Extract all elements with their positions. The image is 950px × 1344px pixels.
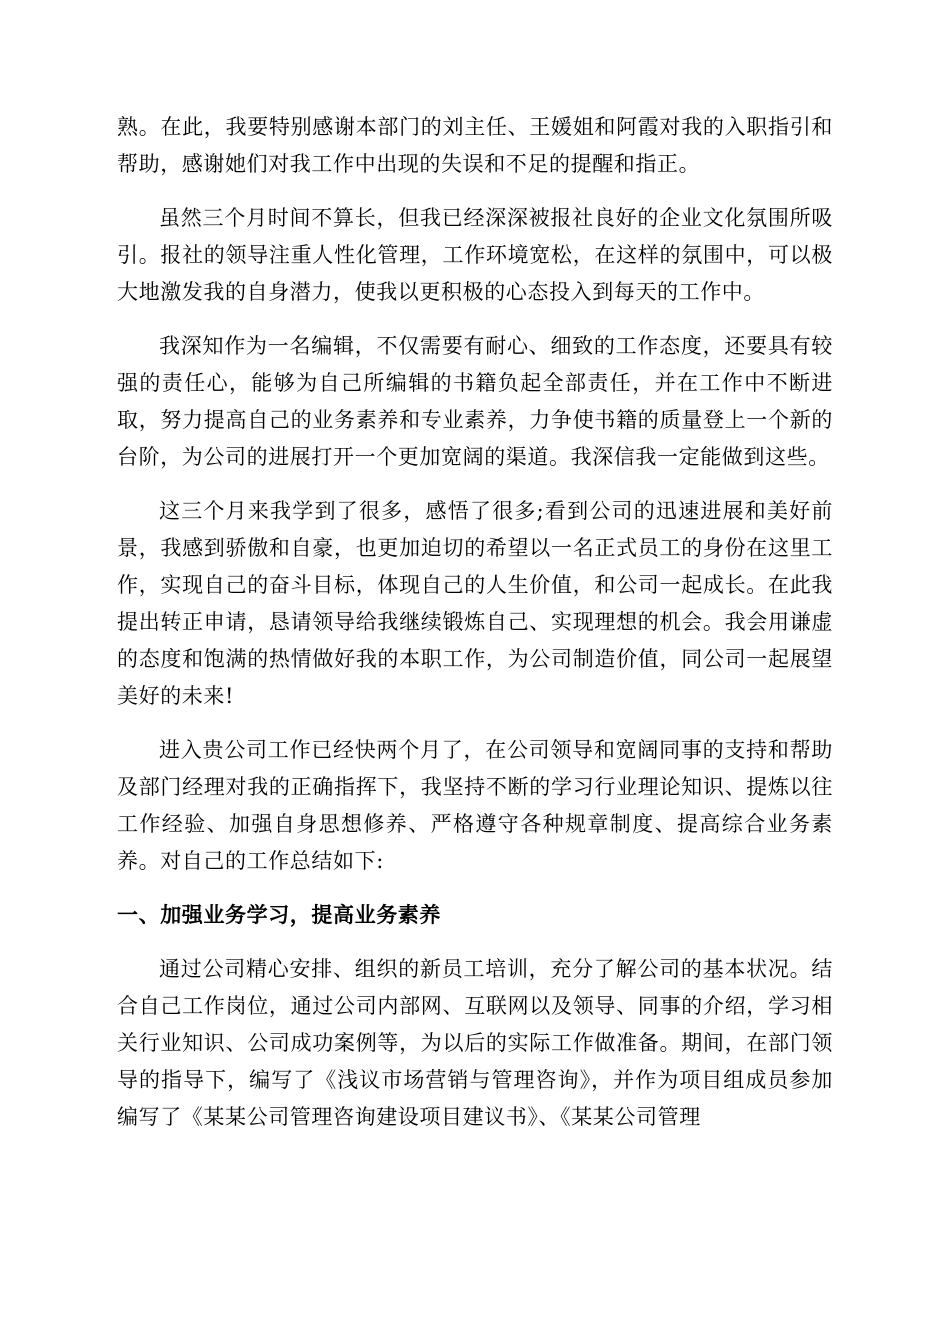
paragraph-3: 我深知作为一名编辑，不仅需要有耐心、细致的工作态度，还要具有较强的责任心，能够为自己所编辑的书籍负起全部责任，并在工作中不断进取，努力提高自己的业务素养和专业素养，力争使书籍的质量登上一个新的台阶，为公司的进展打开一个更加宽阔的渠道。我深信我一定能做到这些。 [117, 334, 833, 469]
paragraph-4: 这三个月来我学到了很多，感悟了很多;看到公司的迅速进展和美好前景，我感到骄傲和自豪，也更加迫切的希望以一名正式员工的身份在这里工作，实现自己的奋斗目标，体现自己的人生价值，和公司一起成长。在此我提出转正申请，恳请领导给我继续锻炼自己、实现理想的机会。我会用谦虚的态度和饱满的热情做好我的本职工作，为公司制造价值，同公司一起展望美好的未来! [117, 499, 833, 708]
document-page [117, 109, 833, 1153]
section-heading: 一、加强业务学习，提高业务素养 [117, 903, 441, 927]
paragraph-1: 熟。在此，我要特别感谢本部门的刘主任、王媛姐和阿霞对我的入职指引和帮助，感谢她们对我工作中出现的失误和不足的提醒和指正。 [117, 115, 833, 176]
paragraph-2: 虽然三个月时间不算长，但我已经深深被报社良好的企业文化氛围所吸引。报社的领导注重人性化管理，工作环境宽松，在这样的氛围中，可以极大地激发我的自身潜力，使我以更积极的心态投入到每天的工作中。 [117, 206, 833, 304]
paragraph-5: 进入贵公司工作已经快两个月了，在公司领导和宽阔同事的支持和帮助及部门经理对我的正确指挥下，我坚持不断的学习行业理论知识、提炼以往工作经验、加强自身思想修养、严格遵守各种规章制度、提高综合业务素养。对自己的工作总结如下: [117, 738, 833, 873]
paragraph-6: 通过公司精心安排、组织的新员工培训，充分了解公司的基本状况。结合自己工作岗位，通过公司内部网、互联网以及领导、同事的介绍，学习相关行业知识、公司成功案例等，为以后的实际工作做准备。期间，在部门领导的指导下，编写了《浅议市场营销与管理咨询》，并作为项目组成员参加编写了《某某公司管理咨询建设项目建议书》、《某某公司管理 [117, 957, 833, 1129]
